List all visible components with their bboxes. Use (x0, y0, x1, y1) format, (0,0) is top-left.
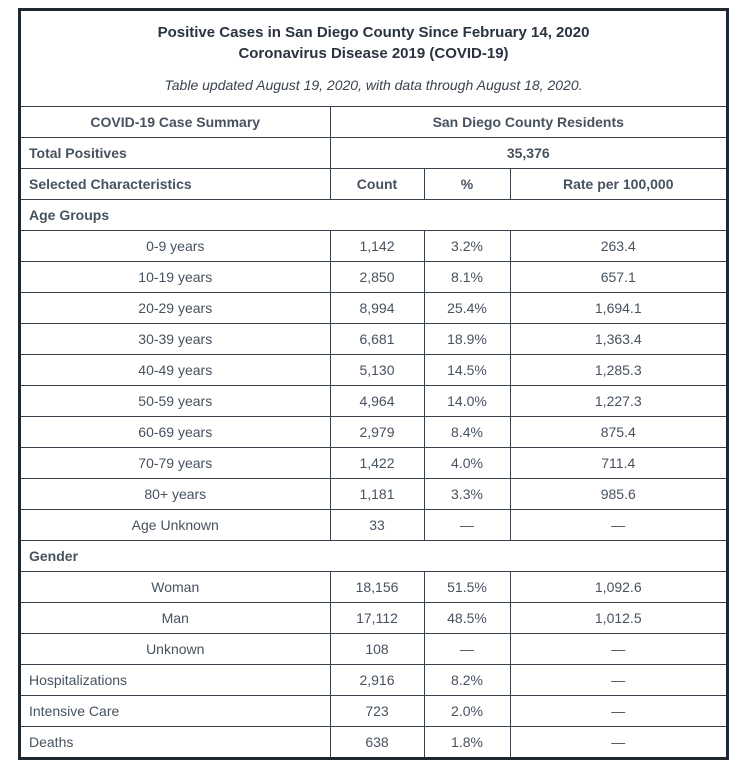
percent-cell: 8.2% (424, 665, 510, 696)
count-cell: 5,130 (330, 355, 424, 386)
section-row (21, 541, 726, 572)
row-label-cell: Deaths (21, 727, 330, 758)
case-summary-report (18, 8, 729, 760)
table-row (21, 603, 726, 634)
count-column-header: Count (330, 169, 424, 200)
table-body (21, 200, 726, 758)
percent-cell: — (424, 510, 510, 541)
count-cell: 638 (330, 727, 424, 758)
count-cell: 723 (330, 696, 424, 727)
count-cell: 1,422 (330, 448, 424, 479)
percent-cell: 3.3% (424, 479, 510, 510)
report-updated-note: Table updated August 19, 2020, with data through August 18, 2020. (164, 77, 583, 93)
rate-cell: 263.4 (510, 231, 726, 262)
row-label-cell: Unknown (21, 634, 330, 665)
count-cell: 6,681 (330, 324, 424, 355)
count-cell: 2,916 (330, 665, 424, 696)
row-label-cell: 30-39 years (21, 324, 330, 355)
rate-cell: — (510, 665, 726, 696)
percent-cell: 25.4% (424, 293, 510, 324)
total-positives-value: 35,376 (330, 138, 726, 169)
column-header-row (21, 169, 726, 200)
count-cell: 1,181 (330, 479, 424, 510)
percent-cell: 3.2% (424, 231, 510, 262)
rate-cell: — (510, 634, 726, 665)
table-row (21, 572, 726, 603)
table-row (21, 479, 726, 510)
count-cell: 2,979 (330, 417, 424, 448)
rate-cell: — (510, 727, 726, 758)
table-row (21, 665, 726, 696)
table-row (21, 231, 726, 262)
row-label-cell: Woman (21, 572, 330, 603)
table-row (21, 727, 726, 758)
table-row (21, 293, 726, 324)
count-cell: 108 (330, 634, 424, 665)
report-title-line1: Positive Cases in San Diego County Since February 14, 2020 (157, 24, 590, 41)
rate-cell: 1,363.4 (510, 324, 726, 355)
report-header (21, 11, 726, 107)
row-label-cell: Intensive Care (21, 696, 330, 727)
rate-cell: 1,285.3 (510, 355, 726, 386)
rate-cell: 657.1 (510, 262, 726, 293)
row-label-cell: 70-79 years (21, 448, 330, 479)
percent-cell: 2.0% (424, 696, 510, 727)
rate-cell: — (510, 510, 726, 541)
percent-cell: 14.0% (424, 386, 510, 417)
row-label-cell: 40-49 years (21, 355, 330, 386)
rate-cell: 1,092.6 (510, 572, 726, 603)
percent-cell: 4.0% (424, 448, 510, 479)
total-positives-label: Total Positives (21, 138, 330, 169)
rate-cell: 875.4 (510, 417, 726, 448)
table-row (21, 510, 726, 541)
count-cell: 17,112 (330, 603, 424, 634)
percent-cell: 1.8% (424, 727, 510, 758)
percent-cell: 14.5% (424, 355, 510, 386)
characteristics-column-header: Selected Characteristics (21, 169, 330, 200)
report-title-line2: Coronavirus Disease 2019 (COVID-19) (238, 45, 509, 62)
count-cell: 1,142 (330, 231, 424, 262)
table-row (21, 417, 726, 448)
rate-cell: — (510, 696, 726, 727)
rate-cell: 985.6 (510, 479, 726, 510)
row-label-cell: Hospitalizations (21, 665, 330, 696)
row-label-cell: Man (21, 603, 330, 634)
case-summary-table (21, 107, 726, 757)
count-cell: 8,994 (330, 293, 424, 324)
row-label-cell: 0-9 years (21, 231, 330, 262)
table-row (21, 634, 726, 665)
row-label-cell: 10-19 years (21, 262, 330, 293)
row-label-cell: 20-29 years (21, 293, 330, 324)
rate-cell: 1,694.1 (510, 293, 726, 324)
count-cell: 2,850 (330, 262, 424, 293)
summary-header-label: COVID-19 Case Summary (21, 107, 330, 138)
summary-header-row (21, 107, 726, 138)
percent-column-header: % (424, 169, 510, 200)
row-label-cell: Age Unknown (21, 510, 330, 541)
count-cell: 33 (330, 510, 424, 541)
percent-cell: 8.1% (424, 262, 510, 293)
rate-cell: 1,227.3 (510, 386, 726, 417)
row-label-cell: 50-59 years (21, 386, 330, 417)
table-row (21, 355, 726, 386)
section-header: Age Groups (21, 200, 726, 231)
table-row (21, 324, 726, 355)
percent-cell: 18.9% (424, 324, 510, 355)
count-cell: 4,964 (330, 386, 424, 417)
row-label-cell: 80+ years (21, 479, 330, 510)
percent-cell: — (424, 634, 510, 665)
table-row (21, 262, 726, 293)
percent-cell: 48.5% (424, 603, 510, 634)
row-label-cell: 60-69 years (21, 417, 330, 448)
table-row (21, 448, 726, 479)
section-header: Gender (21, 541, 726, 572)
percent-cell: 51.5% (424, 572, 510, 603)
percent-cell: 8.4% (424, 417, 510, 448)
rate-cell: 711.4 (510, 448, 726, 479)
table-row (21, 386, 726, 417)
count-cell: 18,156 (330, 572, 424, 603)
total-positives-row (21, 138, 726, 169)
table-row (21, 696, 726, 727)
summary-header-value: San Diego County Residents (330, 107, 726, 138)
section-row (21, 200, 726, 231)
rate-column-header: Rate per 100,000 (510, 169, 726, 200)
rate-cell: 1,012.5 (510, 603, 726, 634)
